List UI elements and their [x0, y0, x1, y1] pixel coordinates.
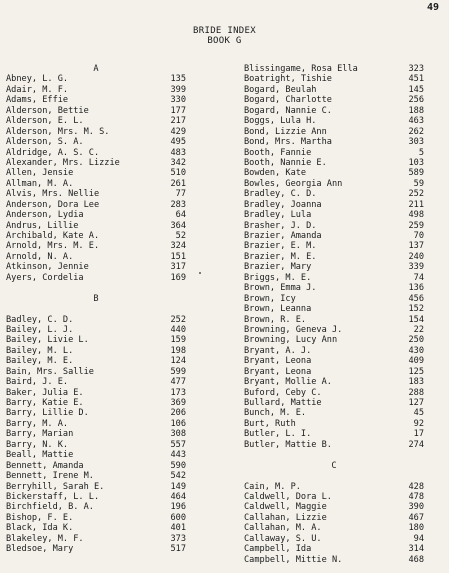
index-entry — [6, 544, 186, 554]
entry-page: 339 — [408, 262, 424, 273]
entry-page: 401 — [170, 523, 186, 534]
index-entry — [244, 534, 424, 544]
entry-name: Anderson, Dora Lee — [6, 199, 100, 210]
entry-name: Arnold, Mrs. M. E. — [6, 241, 100, 252]
entry-page: 77 — [175, 189, 186, 200]
entry-name: Alderson, E. L. — [6, 116, 84, 127]
index-entry — [6, 482, 186, 492]
entry-name: Bryant, Leona — [244, 366, 312, 377]
index-entry — [6, 241, 186, 251]
index-entry — [244, 241, 424, 251]
entry-page: 256 — [408, 95, 424, 106]
entry-name: Brazier, E. M. — [244, 241, 317, 252]
entry-page: 137 — [408, 241, 424, 252]
entry-name: Barry, M. A. — [6, 418, 69, 429]
entry-page: 154 — [408, 314, 424, 325]
entry-page: 288 — [408, 387, 424, 398]
blank-line — [244, 450, 424, 460]
entry-name: Badley, C. D. — [6, 314, 74, 325]
entry-name: Burt, Ruth — [244, 418, 296, 429]
entry-name: Ayers, Cordelia — [6, 272, 84, 283]
index-entry — [244, 221, 424, 231]
entry-page: 517 — [170, 544, 186, 555]
entry-page: 373 — [170, 533, 186, 544]
entry-page: 323 — [408, 64, 424, 74]
index-entry — [6, 158, 186, 168]
entry-page: 52 — [175, 231, 186, 241]
index-entry — [244, 377, 424, 387]
index-entry — [6, 221, 186, 231]
entry-page: 429 — [170, 126, 186, 137]
index-entry — [244, 158, 424, 168]
entry-name: Barry, Lillie D. — [6, 408, 89, 419]
right-index-column — [244, 64, 424, 565]
entry-page: 149 — [170, 481, 186, 492]
entry-name: Campbell, Ida — [244, 544, 312, 555]
entry-name: Boggs, Lula H. — [244, 116, 317, 127]
paper-speck — [199, 272, 201, 274]
entry-name: Bogard, Beulah — [244, 84, 317, 95]
entry-name: Bailey, Livie L. — [6, 335, 89, 346]
index-entry — [6, 471, 186, 481]
entry-name: Blissingame, Rosa Ella — [244, 64, 358, 74]
entry-page: 124 — [170, 356, 186, 367]
index-entry — [244, 95, 424, 105]
index-entry — [244, 273, 424, 283]
entry-name: Bogard, Nannie C. — [244, 105, 332, 116]
index-entry — [6, 95, 186, 105]
blank-line — [6, 304, 186, 314]
entry-name: Butler, Mattie B. — [244, 439, 332, 450]
entry-name: Butler, L. I. — [244, 429, 312, 440]
entry-page: 188 — [408, 105, 424, 116]
entry-name: Beall, Mattie — [6, 450, 74, 461]
index-entry — [244, 388, 424, 398]
entry-page: 94 — [413, 533, 424, 544]
index-entry — [244, 168, 424, 178]
entry-page: 196 — [170, 502, 186, 513]
entry-page: 342 — [170, 157, 186, 168]
page-number: 49 — [426, 2, 439, 13]
index-entry — [244, 85, 424, 95]
entry-page: 283 — [170, 199, 186, 210]
entry-name: Bennett, Irene M. — [6, 471, 94, 482]
section-letter: A — [93, 64, 99, 74]
entry-page: 303 — [408, 137, 424, 148]
entry-page: 250 — [408, 335, 424, 346]
entry-name: Brazier, Amanda — [244, 231, 322, 241]
entry-name: Brown, R. E. — [244, 314, 307, 325]
index-entry — [6, 429, 186, 439]
entry-name: Bowles, Georgia Ann — [244, 178, 343, 189]
entry-page: 259 — [408, 220, 424, 231]
index-entry — [244, 315, 424, 325]
entry-page: 152 — [408, 304, 424, 315]
entry-name: Allman, M. A. — [6, 178, 74, 189]
index-entry — [244, 106, 424, 116]
entry-page: 74 — [413, 272, 424, 283]
entry-page: 198 — [170, 345, 186, 356]
entry-name: Adair, M. F. — [6, 84, 69, 95]
entry-name: Bryant, Leona — [244, 356, 312, 367]
entry-name: Bailey, L. J. — [6, 324, 74, 335]
entry-name: Black, Ida K. — [6, 523, 74, 534]
entry-name: Anderson, Lydia — [6, 210, 84, 221]
entry-name: Alexander, Mrs. Lizzie — [6, 157, 120, 168]
entry-page: 399 — [170, 84, 186, 95]
entry-name: Atkinson, Jennie — [6, 262, 89, 273]
entry-page: 477 — [170, 377, 186, 388]
index-entry — [244, 304, 424, 314]
index-entry — [244, 127, 424, 137]
entry-name: Arnold, N. A. — [6, 251, 74, 262]
index-entry — [6, 315, 186, 325]
index-entry — [6, 252, 186, 262]
entry-page: 145 — [408, 84, 424, 95]
entry-page: 478 — [408, 491, 424, 502]
entry-name: Blakeley, M. F. — [6, 533, 84, 544]
entry-name: Brown, Icy — [244, 293, 296, 304]
index-entry — [6, 85, 186, 95]
index-entry — [244, 482, 424, 492]
entry-name: Birchfield, B. A. — [6, 502, 94, 513]
index-entry — [6, 148, 186, 158]
entry-page: 261 — [170, 178, 186, 189]
entry-name: Abney, L. G. — [6, 74, 69, 85]
entry-page: 369 — [170, 398, 186, 408]
entry-page: 125 — [408, 366, 424, 377]
index-entry — [6, 492, 186, 502]
index-entry — [6, 74, 186, 84]
entry-page: 542 — [170, 471, 186, 482]
entry-page: 600 — [170, 512, 186, 523]
entry-page: 599 — [170, 366, 186, 377]
entry-page: 135 — [170, 74, 186, 85]
index-entry — [244, 148, 424, 158]
index-entry — [6, 356, 186, 366]
entry-page: 159 — [170, 335, 186, 346]
entry-name: Bryant, A. J. — [244, 345, 312, 356]
index-entry — [244, 492, 424, 502]
index-entry — [244, 429, 424, 439]
entry-name: Bradley, Lula — [244, 210, 312, 221]
entry-name: Cain, M. P. — [244, 481, 301, 492]
entry-name: Callahan, M. A. — [244, 523, 322, 534]
entry-page: 390 — [408, 502, 424, 513]
entry-page: 409 — [408, 356, 424, 367]
entry-page: 5 — [418, 147, 424, 158]
entry-page: 45 — [413, 408, 424, 419]
entry-page: 217 — [170, 116, 186, 127]
entry-page: 127 — [408, 398, 424, 408]
entry-page: 308 — [170, 429, 186, 440]
entry-name: Browning, Geneva J. — [244, 324, 343, 335]
index-entry — [6, 440, 186, 450]
entry-page: 92 — [413, 418, 424, 429]
index-entry — [244, 544, 424, 554]
index-entry — [244, 346, 424, 356]
entry-name: Bishop, F. E. — [6, 512, 74, 523]
index-entry — [6, 116, 186, 126]
entry-name: Bryant, Mollie A. — [244, 377, 332, 388]
index-entry — [244, 200, 424, 210]
index-entry — [6, 523, 186, 533]
index-entry — [244, 231, 424, 241]
entry-name: Adams, Effie — [6, 95, 69, 106]
index-entry — [6, 398, 186, 408]
entry-page: 330 — [170, 95, 186, 106]
section-letter: C — [331, 460, 337, 471]
entry-page: 252 — [408, 189, 424, 200]
index-entry — [244, 325, 424, 335]
entry-page: 443 — [170, 450, 186, 461]
entry-name: Brown, Emma J. — [244, 283, 317, 294]
index-entry — [6, 179, 186, 189]
entry-page: 206 — [170, 408, 186, 419]
entry-name: Caldwell, Maggie — [244, 502, 327, 513]
entry-page: 483 — [170, 147, 186, 158]
index-entry — [6, 273, 186, 283]
entry-name: Callaway, S. U. — [244, 533, 322, 544]
entry-page: 64 — [175, 210, 186, 221]
entry-page: 59 — [413, 178, 424, 189]
entry-page: 463 — [408, 116, 424, 127]
entry-name: Bunch, M. E. — [244, 408, 307, 419]
index-entry — [6, 450, 186, 460]
entry-name: Bullard, Mattie — [244, 398, 322, 408]
entry-page: 183 — [408, 377, 424, 388]
left-index-column — [6, 64, 186, 555]
index-entry — [244, 262, 424, 272]
index-entry — [244, 502, 424, 512]
page-title: BRIDE INDEX — [193, 26, 256, 36]
entry-page: 468 — [408, 554, 424, 565]
blank-line — [244, 471, 424, 481]
index-entry — [6, 168, 186, 178]
entry-name: Bradley, Joanna — [244, 199, 322, 210]
index-entry — [6, 262, 186, 272]
entry-name: Alderson, Mrs. M. S. — [6, 126, 110, 137]
entry-name: Barry, Marian — [6, 429, 74, 440]
entry-page: 173 — [170, 387, 186, 398]
entry-name: Bailey, M. L. — [6, 345, 74, 356]
entry-name: Callahan, Lizzie — [244, 512, 327, 523]
index-entry — [244, 252, 424, 262]
entry-name: Baird, J. E. — [6, 377, 69, 388]
index-entry — [244, 367, 424, 377]
entry-page: 467 — [408, 512, 424, 523]
entry-name: Alderson, Bettie — [6, 105, 89, 116]
entry-name: Andrus, Lillie — [6, 220, 79, 231]
index-entry — [6, 106, 186, 116]
index-entry — [244, 179, 424, 189]
entry-name: Alderson, S. A. — [6, 137, 84, 148]
entry-page: 456 — [408, 293, 424, 304]
entry-name: Booth, Nannie E. — [244, 157, 327, 168]
entry-page: 430 — [408, 345, 424, 356]
entry-name: Barry, N. K. — [6, 439, 69, 450]
entry-name: Bennett, Amanda — [6, 460, 84, 471]
index-entry — [244, 335, 424, 345]
entry-page: 240 — [408, 251, 424, 262]
index-entry — [6, 189, 186, 199]
index-entry — [6, 408, 186, 418]
index-entry — [6, 513, 186, 523]
entry-page: 495 — [170, 137, 186, 148]
index-entry — [6, 346, 186, 356]
section-letter: B — [93, 293, 99, 304]
index-entry — [244, 294, 424, 304]
entry-page: 17 — [413, 429, 424, 440]
entry-name: Caldwell, Dora L. — [244, 491, 332, 502]
entry-page: 180 — [408, 523, 424, 534]
entry-name: Bond, Lizzie Ann — [244, 126, 327, 137]
entry-name: Bailey, M. E. — [6, 356, 74, 367]
blank-line — [6, 283, 186, 293]
index-entry — [6, 325, 186, 335]
entry-page: 211 — [408, 199, 424, 210]
entry-name: Brasher, J. D. — [244, 220, 317, 231]
entry-page: 106 — [170, 418, 186, 429]
entry-page: 177 — [170, 105, 186, 116]
entry-name: Bradley, C. D. — [244, 189, 317, 200]
entry-name: Baker, Julia E. — [6, 387, 84, 398]
index-entry — [244, 74, 424, 84]
entry-page: 70 — [413, 231, 424, 241]
index-entry — [244, 523, 424, 533]
index-entry — [244, 210, 424, 220]
index-entry — [244, 440, 424, 450]
entry-name: Bain, Mrs. Sallie — [6, 366, 94, 377]
entry-page: 590 — [170, 460, 186, 471]
index-entry — [244, 189, 424, 199]
entry-name: Booth, Fannie — [244, 147, 312, 158]
index-entry — [6, 210, 186, 220]
entry-name: Bickerstaff, L. L. — [6, 491, 100, 502]
index-entry — [244, 555, 424, 565]
entry-name: Campbell, Mittie N. — [244, 554, 343, 565]
entry-page: 324 — [170, 241, 186, 252]
entry-page: 151 — [170, 251, 186, 262]
index-entry — [244, 283, 424, 293]
index-entry — [244, 116, 424, 126]
entry-name: Buford, Ceby C. — [244, 387, 322, 398]
entry-name: Alvis, Mrs. Nellie — [6, 189, 100, 200]
entry-name: Brazier, Mary — [244, 262, 312, 273]
index-entry — [244, 408, 424, 418]
entry-page: 169 — [170, 272, 186, 283]
entry-page: 428 — [408, 481, 424, 492]
entry-page: 317 — [170, 262, 186, 273]
entry-name: Briggs, M. E. — [244, 272, 312, 283]
entry-name: Archibald, Kate A. — [6, 231, 100, 241]
entry-name: Bond, Mrs. Martha — [244, 137, 332, 148]
index-entry — [244, 137, 424, 147]
index-entry — [6, 502, 186, 512]
entry-page: 314 — [408, 544, 424, 555]
index-entry — [6, 200, 186, 210]
entry-name: Aldridge, A. S. C. — [6, 147, 100, 158]
entry-name: Bowden, Kate — [244, 168, 307, 179]
index-entry — [6, 419, 186, 429]
index-entry — [244, 419, 424, 429]
entry-page: 22 — [413, 324, 424, 335]
entry-page: 498 — [408, 210, 424, 221]
entry-page: 451 — [408, 74, 424, 85]
index-entry — [6, 461, 186, 471]
entry-page: 252 — [170, 314, 186, 325]
entry-page: 589 — [408, 168, 424, 179]
index-entry — [6, 534, 186, 544]
entry-name: Boatright, Tishie — [244, 74, 332, 85]
page-subtitle: BOOK G — [207, 36, 242, 46]
index-entry — [6, 231, 186, 241]
index-entry — [244, 64, 424, 74]
entry-page: 464 — [170, 491, 186, 502]
entry-name: Brazier, M. E. — [244, 251, 317, 262]
index-entry — [244, 513, 424, 523]
entry-name: Allen, Jensie — [6, 168, 74, 179]
entry-name: Browning, Lucy Ann — [244, 335, 338, 346]
index-entry — [6, 335, 186, 345]
index-entry — [6, 367, 186, 377]
entry-name: Barry, Katie E. — [6, 398, 84, 408]
index-entry — [6, 137, 186, 147]
entry-page: 274 — [408, 439, 424, 450]
entry-page: 557 — [170, 439, 186, 450]
entry-page: 510 — [170, 168, 186, 179]
entry-page: 364 — [170, 220, 186, 231]
entry-name: Bogard, Charlotte — [244, 95, 332, 106]
entry-name: Berryhill, Sarah E. — [6, 481, 105, 492]
index-entry — [244, 356, 424, 366]
entry-page: 136 — [408, 283, 424, 294]
index-entry — [6, 388, 186, 398]
index-entry — [6, 377, 186, 387]
entry-name: Bledsoe, Mary — [6, 544, 74, 555]
entry-page: 262 — [408, 126, 424, 137]
entry-page: 103 — [408, 157, 424, 168]
index-entry — [6, 127, 186, 137]
entry-name: Brown, Leanna — [244, 304, 312, 315]
index-entry — [244, 398, 424, 408]
entry-page: 440 — [170, 324, 186, 335]
